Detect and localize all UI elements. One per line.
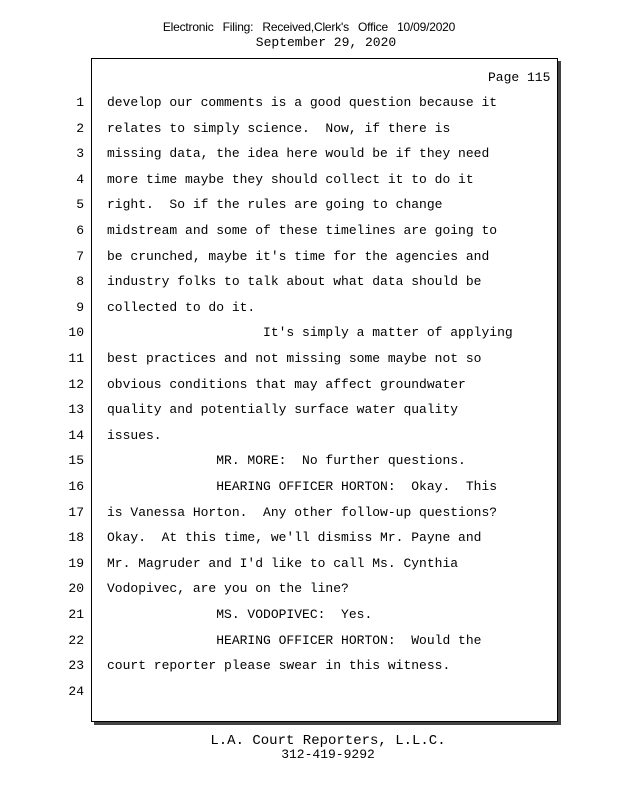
transcript-line <box>0 607 618 632</box>
line-text: be crunched, maybe it's time for the agencies and <box>107 248 490 264</box>
line-number: 8 <box>76 274 84 290</box>
transcript-line <box>0 658 618 683</box>
transcript-line <box>0 377 618 402</box>
line-text: industry folks to talk about what data should be <box>107 274 482 290</box>
transcript-line <box>0 300 618 325</box>
line-text: relates to simply science. Now, if there is <box>107 120 451 136</box>
line-text: HEARING OFFICER HORTON: Would the <box>107 632 482 648</box>
line-number: 7 <box>76 248 84 264</box>
line-number: 20 <box>68 581 84 597</box>
transcript-line <box>0 556 618 581</box>
line-text: Okay. At this time, we'll dismiss Mr. Payne and <box>107 530 482 546</box>
line-number: 14 <box>68 427 84 443</box>
transcript-line <box>0 479 618 504</box>
filing-stamp: Electronic Filing: Received,Clerk's Office 10/09/2020 <box>162 20 456 34</box>
line-text: obvious conditions that may affect groundwater <box>107 376 466 392</box>
line-number: 12 <box>68 376 84 392</box>
line-number: 16 <box>68 479 84 494</box>
line-text: best practices and not missing some maybe not so <box>107 351 482 366</box>
line-number: 6 <box>76 223 84 238</box>
transcript-line <box>0 249 618 274</box>
line-number: 13 <box>68 402 84 418</box>
line-number: 18 <box>68 530 84 546</box>
line-number: 2 <box>76 120 84 136</box>
line-text: collected to do it. <box>107 299 256 315</box>
line-number: 4 <box>76 171 84 187</box>
transcript-line <box>0 197 618 222</box>
line-number: 23 <box>68 658 84 674</box>
page-number: Page 115 <box>488 70 551 85</box>
transcript-line <box>0 172 618 197</box>
line-text: missing data, the idea here would be if they need <box>107 146 490 162</box>
line-text: issues. <box>107 427 162 443</box>
transcript-line <box>0 453 618 478</box>
line-text: court reporter please swear in this witness. <box>107 658 451 674</box>
court-reporter-phone: 312-419-9292 <box>281 747 375 762</box>
transcript-line <box>0 428 618 453</box>
line-text: quality and potentially surface water quality <box>107 402 459 418</box>
line-number: 15 <box>68 453 84 469</box>
line-number: 17 <box>68 504 84 520</box>
line-text: MS. VODOPIVEC: Yes. <box>107 607 373 622</box>
court-reporter-name: L.A. Court Reporters, L.L.C. <box>210 733 446 749</box>
line-number: 9 <box>76 299 84 315</box>
line-text: Vodopivec, are you on the line? <box>107 581 349 597</box>
line-text: HEARING OFFICER HORTON: Okay. This <box>107 479 498 494</box>
line-number: 22 <box>68 632 84 648</box>
line-number: 19 <box>68 555 84 571</box>
line-text: develop our comments is a good question because it <box>107 95 498 110</box>
transcript-line <box>0 633 618 658</box>
transcript-date: September 29, 2020 <box>255 35 397 50</box>
transcript-line <box>0 121 618 146</box>
transcript-line <box>0 684 618 709</box>
line-text: right. So if the rules are going to change <box>107 197 443 213</box>
line-number: 10 <box>68 325 84 341</box>
line-number: 11 <box>68 351 84 366</box>
transcript-line <box>0 95 618 120</box>
transcript-line <box>0 581 618 606</box>
line-number: 21 <box>68 607 84 622</box>
transcript-line <box>0 402 618 427</box>
transcript-line <box>0 351 618 376</box>
transcript-line <box>0 274 618 299</box>
line-text: It's simply a matter of applying <box>107 325 513 341</box>
transcript-line <box>0 530 618 555</box>
line-text: is Vanessa Horton. Any other follow-up questions? <box>107 504 498 520</box>
line-number: 3 <box>76 146 84 162</box>
line-text: Mr. Magruder and I'd like to call Ms. Cynthia <box>107 555 459 571</box>
transcript-line <box>0 146 618 171</box>
transcript-line <box>0 325 618 350</box>
line-number: 24 <box>68 683 84 699</box>
transcript-line <box>0 223 618 248</box>
line-number: 5 <box>76 197 84 213</box>
transcript-line <box>0 505 618 530</box>
line-number: 1 <box>76 95 84 110</box>
line-text: more time maybe they should collect it to do it <box>107 171 474 187</box>
line-text: MR. MORE: No further questions. <box>107 453 466 469</box>
line-text: midstream and some of these timelines are going to <box>107 223 498 238</box>
